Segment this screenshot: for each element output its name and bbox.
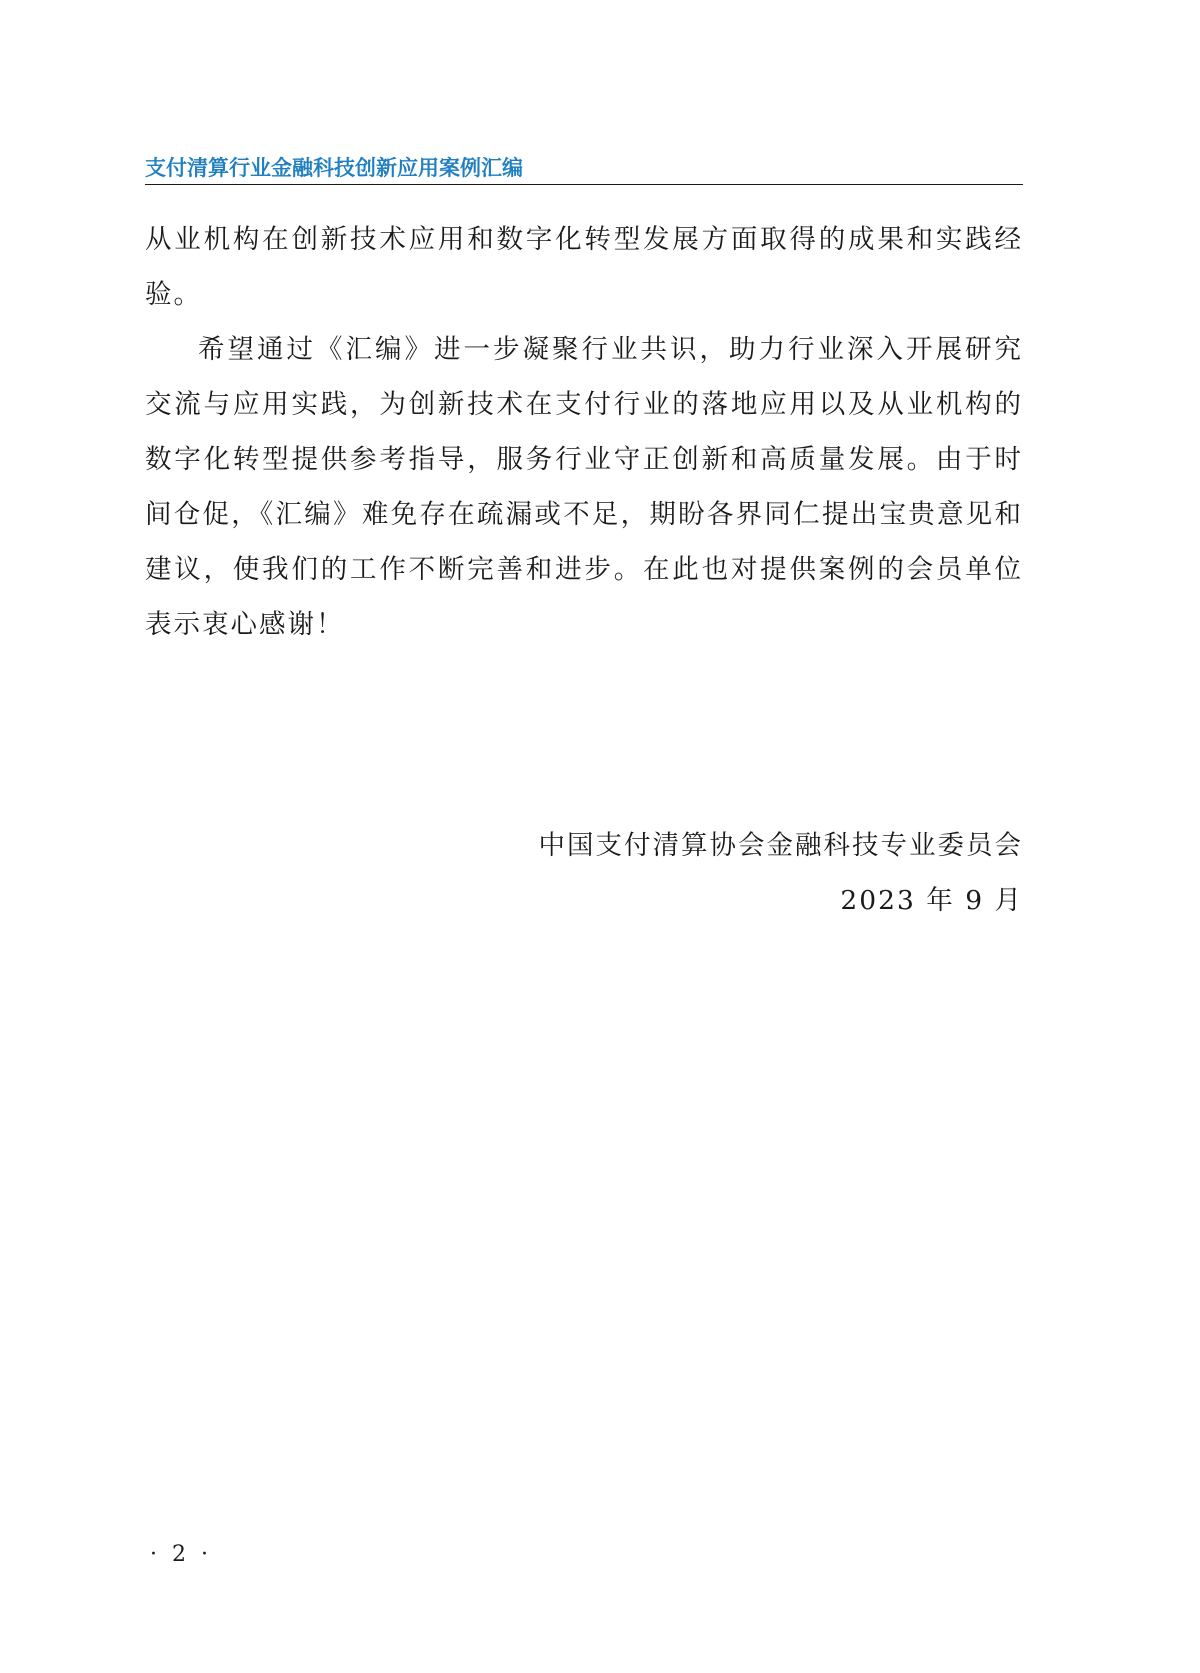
body-paragraph-continuation: 从业机构在创新技术应用和数字化转型发展方面取得的成果和实践经验。: [145, 224, 1023, 310]
signature-organization: 中国支付清算协会金融科技专业委员会: [538, 830, 1023, 861]
signature-block: [539, 818, 1024, 928]
body-paragraph: 希望通过《汇编》进一步凝聚行业共识，助力行业深入开展研究交流与应用实践，为创新技术在支付行业的落地应用以及从业机构的数字化转型提供参考指导，服务行业守正创新和高质量发展。由于时间仓促，《汇编》难免存在疏漏或不足，期盼各界同仁提出宝贵意见和建议，使我们的工作不断完善和进步。在此也对提供案例的会员单位表示衷心感谢！: [145, 334, 1023, 640]
signature-date: 2023 年 9 月: [840, 885, 1023, 916]
page-number: · 2 ·: [150, 1542, 212, 1567]
running-header-title: 支付清算行业金融科技创新应用案例汇编: [145, 156, 523, 180]
running-header: [145, 148, 1023, 185]
body-text: [145, 212, 1023, 652]
